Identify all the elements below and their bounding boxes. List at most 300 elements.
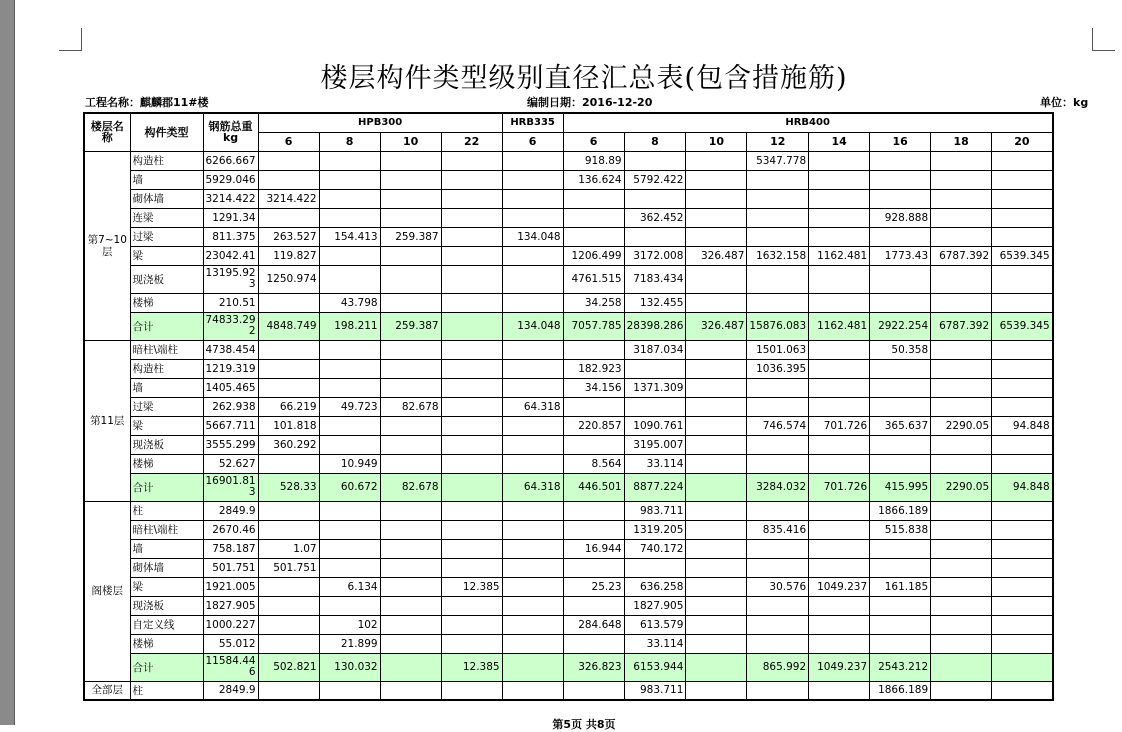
weight-cell	[502, 170, 563, 189]
header-diameter: 6	[258, 132, 319, 151]
weight-cell	[686, 397, 747, 416]
weight-cell	[380, 520, 441, 539]
header-group-hrb400: HRB400	[563, 113, 1053, 132]
weight-cell	[441, 170, 502, 189]
weight-cell	[563, 189, 624, 208]
summary-table	[83, 112, 1054, 701]
weight-cell	[992, 596, 1053, 615]
weight-cell	[441, 520, 502, 539]
weight-cell	[809, 435, 870, 454]
weight-cell	[809, 340, 870, 359]
weight-cell	[258, 634, 319, 653]
weight-cell	[441, 416, 502, 435]
weight-cell	[870, 378, 931, 397]
weight-cell	[809, 634, 870, 653]
weight-cell	[686, 596, 747, 615]
weight-cell	[992, 653, 1053, 681]
weight-cell	[563, 520, 624, 539]
weight-cell: 1827.905	[624, 596, 686, 615]
header-diameter: 20	[992, 132, 1053, 151]
weight-cell: 64.318	[502, 397, 563, 416]
weight-cell	[686, 359, 747, 378]
weight-cell: 50.358	[870, 340, 931, 359]
weight-cell	[502, 634, 563, 653]
weight-cell	[931, 293, 992, 312]
weight-cell	[319, 151, 380, 170]
header-total-weight: 钢筋总重kg	[203, 113, 258, 151]
weight-cell	[992, 454, 1053, 473]
total-weight-cell: 1921.005	[203, 577, 258, 596]
weight-cell: 7057.785	[563, 312, 624, 340]
weight-cell	[441, 539, 502, 558]
weight-cell: 7183.434	[624, 265, 686, 293]
component-type-cell: 过梁	[130, 227, 203, 246]
weight-cell	[563, 435, 624, 454]
table-row	[84, 520, 1053, 539]
weight-cell	[747, 293, 809, 312]
weight-cell	[380, 681, 441, 700]
weight-cell	[931, 558, 992, 577]
weight-cell: 102	[319, 615, 380, 634]
weight-cell	[992, 634, 1053, 653]
weight-cell	[747, 265, 809, 293]
weight-cell	[380, 170, 441, 189]
weight-cell	[380, 615, 441, 634]
weight-cell	[502, 416, 563, 435]
weight-cell	[870, 558, 931, 577]
weight-cell	[809, 208, 870, 227]
header-group-hrb335: HRB335	[502, 113, 563, 132]
weight-cell	[809, 520, 870, 539]
weight-cell	[563, 208, 624, 227]
header-diameter: 18	[931, 132, 992, 151]
weight-cell	[870, 634, 931, 653]
weight-cell: 3214.422	[258, 189, 319, 208]
total-weight-cell: 3555.299	[203, 435, 258, 454]
weight-cell: 1371.309	[624, 378, 686, 397]
crop-mark-top-left	[59, 28, 82, 51]
weight-cell	[502, 454, 563, 473]
weight-cell: 136.624	[563, 170, 624, 189]
component-type-cell: 墙	[130, 378, 203, 397]
component-type-cell: 构造柱	[130, 359, 203, 378]
weight-cell	[931, 501, 992, 520]
weight-cell	[441, 454, 502, 473]
weight-cell	[319, 435, 380, 454]
component-type-cell: 合计	[130, 473, 203, 501]
weight-cell	[747, 227, 809, 246]
weight-cell: 263.527	[258, 227, 319, 246]
weight-cell: 528.33	[258, 473, 319, 501]
weight-cell: 12.385	[441, 653, 502, 681]
table-row	[84, 397, 1053, 416]
weight-cell	[747, 501, 809, 520]
component-type-cell: 楼梯	[130, 454, 203, 473]
weight-cell	[380, 454, 441, 473]
weight-cell: 1090.761	[624, 416, 686, 435]
weight-cell	[563, 227, 624, 246]
weight-cell: 701.726	[809, 473, 870, 501]
weight-cell	[992, 340, 1053, 359]
weight-cell	[992, 227, 1053, 246]
weight-cell: 983.711	[624, 501, 686, 520]
floor-name-cell: 阁楼层	[84, 501, 130, 681]
weight-cell: 1773.43	[870, 246, 931, 265]
weight-cell	[502, 558, 563, 577]
weight-cell	[686, 416, 747, 435]
weight-cell: 365.637	[870, 416, 931, 435]
weight-cell	[502, 681, 563, 700]
subtotal-row	[84, 653, 1053, 681]
weight-cell	[870, 596, 931, 615]
table-row	[84, 501, 1053, 520]
weight-cell	[809, 189, 870, 208]
weight-cell	[319, 520, 380, 539]
weight-cell	[258, 596, 319, 615]
weight-cell	[747, 397, 809, 416]
component-type-cell: 过梁	[130, 397, 203, 416]
weight-cell	[992, 265, 1053, 293]
weight-cell	[870, 435, 931, 454]
weight-cell	[319, 378, 380, 397]
weight-cell: 2922.254	[870, 312, 931, 340]
component-type-cell: 合计	[130, 653, 203, 681]
weight-cell: 130.032	[319, 653, 380, 681]
weight-cell: 835.416	[747, 520, 809, 539]
weight-cell	[502, 501, 563, 520]
weight-cell: 1162.481	[809, 312, 870, 340]
weight-cell	[441, 473, 502, 501]
table-row	[84, 681, 1053, 700]
table-row	[84, 227, 1053, 246]
weight-cell: 326.487	[686, 312, 747, 340]
weight-cell	[502, 378, 563, 397]
weight-cell: 6539.345	[992, 312, 1053, 340]
weight-cell	[624, 151, 686, 170]
table-row	[84, 416, 1053, 435]
weight-cell	[380, 378, 441, 397]
weight-cell	[258, 577, 319, 596]
weight-cell	[380, 558, 441, 577]
weight-cell	[502, 577, 563, 596]
header-diameter: 22	[441, 132, 502, 151]
weight-cell	[441, 151, 502, 170]
weight-cell	[809, 378, 870, 397]
component-type-cell: 连梁	[130, 208, 203, 227]
component-type-cell: 梁	[130, 577, 203, 596]
weight-cell	[258, 151, 319, 170]
weight-cell	[441, 265, 502, 293]
weight-cell	[502, 151, 563, 170]
component-type-cell: 自定义线	[130, 615, 203, 634]
weight-cell: 1250.974	[258, 265, 319, 293]
table-row	[84, 435, 1053, 454]
weight-cell	[992, 501, 1053, 520]
weight-cell	[258, 340, 319, 359]
weight-cell	[502, 189, 563, 208]
weight-cell: 12.385	[441, 577, 502, 596]
weight-cell	[992, 615, 1053, 634]
weight-cell	[563, 558, 624, 577]
weight-cell	[870, 397, 931, 416]
total-weight-cell: 1000.227	[203, 615, 258, 634]
crop-mark-top-right	[1092, 28, 1115, 51]
weight-cell: 501.751	[258, 558, 319, 577]
table-row	[84, 208, 1053, 227]
weight-cell	[686, 520, 747, 539]
weight-cell	[624, 397, 686, 416]
weight-cell	[380, 577, 441, 596]
subtotal-row	[84, 473, 1053, 501]
weight-cell: 10.949	[319, 454, 380, 473]
weight-cell	[747, 454, 809, 473]
weight-cell	[563, 501, 624, 520]
weight-cell	[747, 596, 809, 615]
weight-cell	[870, 189, 931, 208]
weight-cell	[747, 681, 809, 700]
component-type-cell: 楼梯	[130, 293, 203, 312]
weight-cell	[870, 170, 931, 189]
weight-cell	[809, 596, 870, 615]
weight-cell: 446.501	[563, 473, 624, 501]
weight-cell: 284.648	[563, 615, 624, 634]
table-row	[84, 151, 1053, 170]
weight-cell: 15876.083	[747, 312, 809, 340]
weight-cell	[380, 340, 441, 359]
weight-cell	[441, 681, 502, 700]
weight-cell	[931, 577, 992, 596]
weight-cell	[931, 151, 992, 170]
weight-cell	[931, 189, 992, 208]
weight-cell: 1.07	[258, 539, 319, 558]
weight-cell	[747, 170, 809, 189]
weight-cell	[319, 681, 380, 700]
weight-cell	[747, 208, 809, 227]
weight-cell: 16.944	[563, 539, 624, 558]
weight-cell	[502, 435, 563, 454]
weight-cell: 259.387	[380, 312, 441, 340]
weight-cell	[258, 293, 319, 312]
total-weight-cell: 501.751	[203, 558, 258, 577]
weight-cell	[931, 397, 992, 416]
weight-cell	[686, 681, 747, 700]
header-row-groups	[84, 113, 1053, 132]
weight-cell	[931, 454, 992, 473]
weight-cell	[686, 634, 747, 653]
weight-cell	[686, 293, 747, 312]
weight-cell	[502, 653, 563, 681]
weight-cell: 6787.392	[931, 312, 992, 340]
total-weight-cell: 210.51	[203, 293, 258, 312]
weight-cell: 1866.189	[870, 681, 931, 700]
header-component-type: 构件类型	[130, 113, 203, 151]
weight-cell: 6539.345	[992, 246, 1053, 265]
weight-cell: 360.292	[258, 435, 319, 454]
weight-cell: 198.211	[319, 312, 380, 340]
table-row	[84, 539, 1053, 558]
weight-cell	[502, 293, 563, 312]
total-weight-cell: 23042.41	[203, 246, 258, 265]
weight-cell: 6153.944	[624, 653, 686, 681]
weight-cell	[441, 435, 502, 454]
weight-cell: 161.185	[870, 577, 931, 596]
total-weight-cell: 5667.711	[203, 416, 258, 435]
weight-cell: 3284.032	[747, 473, 809, 501]
weight-cell	[502, 265, 563, 293]
table-row	[84, 378, 1053, 397]
weight-cell	[319, 539, 380, 558]
weight-cell	[686, 189, 747, 208]
weight-cell	[686, 539, 747, 558]
weight-cell	[992, 151, 1053, 170]
weight-cell: 746.574	[747, 416, 809, 435]
floor-name-cell: 全部层	[84, 681, 130, 700]
total-weight-cell: 55.012	[203, 634, 258, 653]
weight-cell	[870, 265, 931, 293]
weight-cell: 33.114	[624, 454, 686, 473]
weight-cell: 740.172	[624, 539, 686, 558]
weight-cell	[992, 577, 1053, 596]
weight-cell: 182.923	[563, 359, 624, 378]
table-row	[84, 558, 1053, 577]
table-row	[84, 359, 1053, 378]
weight-cell: 918.89	[563, 151, 624, 170]
weight-cell: 6787.392	[931, 246, 992, 265]
weight-cell	[686, 151, 747, 170]
header-diameter: 14	[809, 132, 870, 151]
weight-cell	[686, 340, 747, 359]
weight-cell	[809, 615, 870, 634]
weight-cell	[992, 681, 1053, 700]
weight-cell	[992, 558, 1053, 577]
total-weight-cell: 11584.446	[203, 653, 258, 681]
total-weight-cell: 4738.454	[203, 340, 258, 359]
total-weight-cell: 52.627	[203, 454, 258, 473]
component-type-cell: 柱	[130, 501, 203, 520]
weight-cell: 1632.158	[747, 246, 809, 265]
weight-cell	[992, 189, 1053, 208]
weight-cell	[931, 596, 992, 615]
weight-cell	[992, 539, 1053, 558]
weight-cell	[747, 634, 809, 653]
project-name: 工程名称：麒麟郡11#楼	[85, 96, 209, 109]
weight-cell	[319, 340, 380, 359]
weight-cell	[686, 558, 747, 577]
weight-cell	[563, 340, 624, 359]
weight-cell	[870, 615, 931, 634]
weight-cell	[870, 227, 931, 246]
weight-cell	[319, 501, 380, 520]
weight-cell: 1319.205	[624, 520, 686, 539]
weight-cell	[441, 558, 502, 577]
weight-cell	[992, 170, 1053, 189]
weight-cell: 701.726	[809, 416, 870, 435]
weight-cell	[624, 227, 686, 246]
weight-cell	[809, 359, 870, 378]
weight-cell	[441, 293, 502, 312]
header-diameter: 8	[624, 132, 686, 151]
floor-name-cell: 第7~10层	[84, 151, 130, 340]
weight-cell: 259.387	[380, 227, 441, 246]
weight-cell	[624, 359, 686, 378]
table-row	[84, 246, 1053, 265]
weight-cell	[870, 359, 931, 378]
weight-cell: 1049.237	[809, 577, 870, 596]
header-floor-name: 楼层名称	[84, 113, 130, 151]
weight-cell	[747, 615, 809, 634]
weight-cell	[319, 596, 380, 615]
weight-cell	[870, 151, 931, 170]
weight-cell	[502, 340, 563, 359]
weight-cell	[502, 359, 563, 378]
weight-cell: 6.134	[319, 577, 380, 596]
weight-cell: 362.452	[624, 208, 686, 227]
weight-cell: 2543.212	[870, 653, 931, 681]
weight-cell	[624, 189, 686, 208]
weight-cell	[870, 539, 931, 558]
weight-cell: 3195.007	[624, 435, 686, 454]
weight-cell	[441, 246, 502, 265]
total-weight-cell: 758.187	[203, 539, 258, 558]
component-type-cell: 柱	[130, 681, 203, 700]
weight-cell	[809, 293, 870, 312]
total-weight-cell: 1405.465	[203, 378, 258, 397]
weight-cell	[686, 615, 747, 634]
table-row	[84, 577, 1053, 596]
component-type-cell: 墙	[130, 170, 203, 189]
header-diameter: 12	[747, 132, 809, 151]
weight-cell: 154.413	[319, 227, 380, 246]
table-row	[84, 596, 1053, 615]
weight-cell	[992, 208, 1053, 227]
table-row	[84, 615, 1053, 634]
weight-cell	[992, 397, 1053, 416]
weight-cell: 326.823	[563, 653, 624, 681]
weight-cell	[992, 293, 1053, 312]
header-diameter: 16	[870, 132, 931, 151]
weight-cell	[380, 501, 441, 520]
weight-cell	[931, 615, 992, 634]
weight-cell: 8877.224	[624, 473, 686, 501]
weight-cell	[747, 539, 809, 558]
weight-cell	[258, 378, 319, 397]
weight-cell	[809, 170, 870, 189]
weight-cell	[931, 208, 992, 227]
weight-cell	[380, 293, 441, 312]
weight-cell	[686, 501, 747, 520]
weight-cell: 33.114	[624, 634, 686, 653]
table-row	[84, 170, 1053, 189]
subtotal-row	[84, 312, 1053, 340]
weight-cell	[686, 454, 747, 473]
weight-cell	[747, 189, 809, 208]
weight-cell	[931, 359, 992, 378]
header-diameter: 6	[563, 132, 624, 151]
component-type-cell: 合计	[130, 312, 203, 340]
header-diameter: 10	[380, 132, 441, 151]
weight-cell	[870, 454, 931, 473]
table-row	[84, 454, 1053, 473]
weight-cell: 25.23	[563, 577, 624, 596]
weight-cell: 132.455	[624, 293, 686, 312]
weight-cell	[931, 539, 992, 558]
weight-cell: 5792.422	[624, 170, 686, 189]
unit-label: 单位：kg	[1040, 96, 1089, 109]
weight-cell	[992, 378, 1053, 397]
weight-cell	[441, 340, 502, 359]
weight-cell	[809, 501, 870, 520]
weight-cell	[931, 520, 992, 539]
